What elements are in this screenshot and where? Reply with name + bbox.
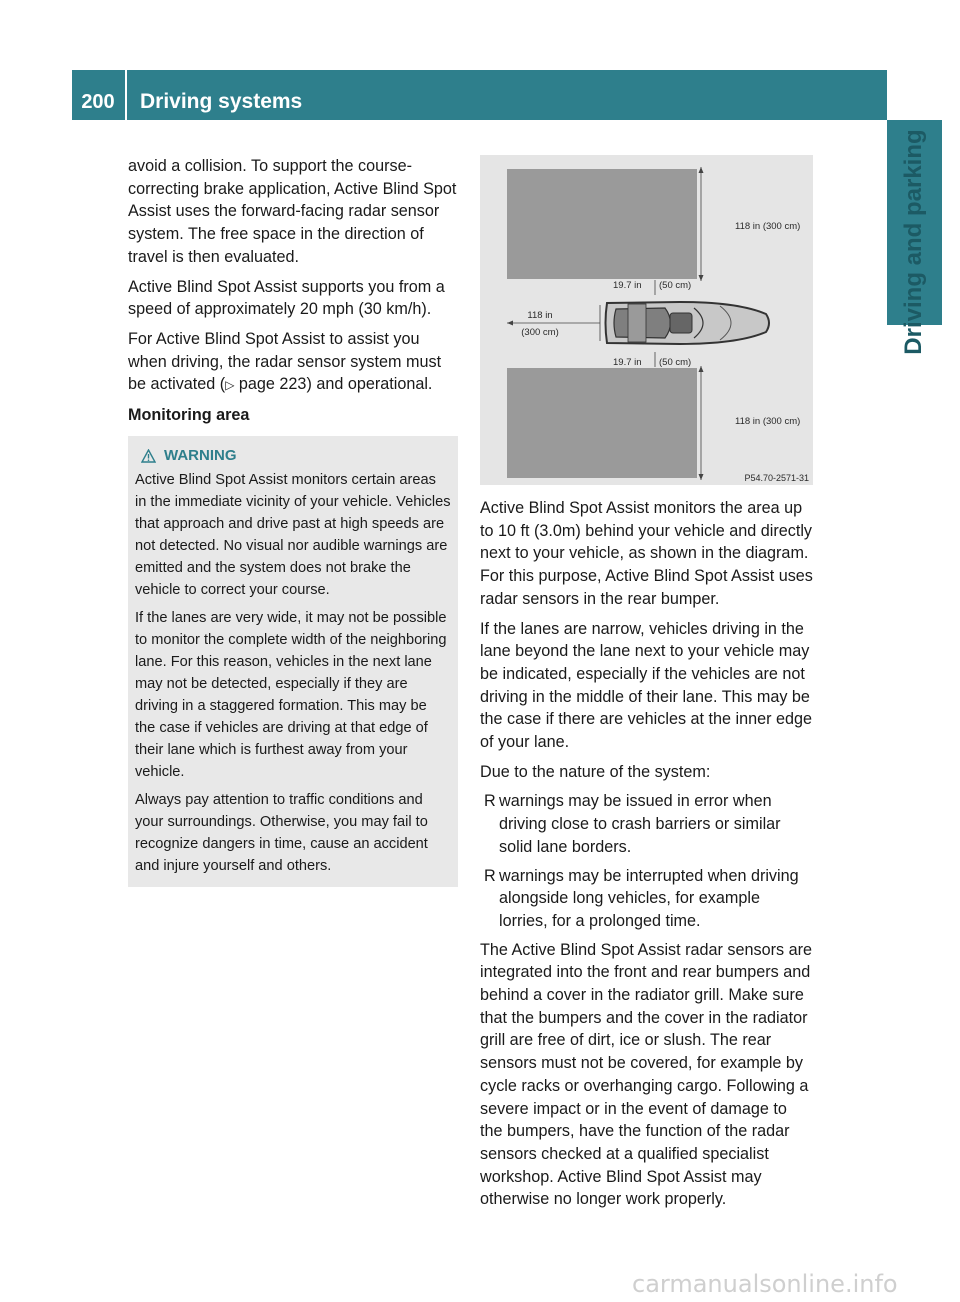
- bullet-icon: R: [484, 792, 496, 811]
- label-rear-in: 118 in: [527, 310, 553, 321]
- activation-text-before: For Active Blind Spot Assist to assist you when driving, the radar sensor system must be activated (: [128, 329, 442, 394]
- speed-paragraph: Active Blind Spot Assist supports you from a speed of approximately 20 mph (30 km/h).: [128, 277, 445, 319]
- blind-spot-zone-top: [507, 169, 697, 279]
- warning-box: [128, 436, 458, 887]
- list-item-text: warnings may be issued in error when driving close to crash barriers or similar solid lane borders.: [499, 792, 781, 856]
- activation-paragraph: [128, 328, 458, 397]
- monitoring-area-diagram: [480, 155, 813, 485]
- limitations-list: [480, 790, 813, 932]
- label-top-length: 118 in (300 cm): [735, 221, 801, 232]
- monitoring-area-heading: Monitoring area: [128, 406, 250, 425]
- list-item: [480, 790, 813, 858]
- label-top-width-in: 19.7 in: [613, 280, 642, 291]
- header-separator: [125, 70, 127, 120]
- list-item-text: warnings may be interrupted when driving alongside long vehicles, for example lorries, for a prolonged time.: [499, 866, 799, 930]
- monitoring-paragraph: Active Blind Spot Assist monitors the area up to 10 ft (3.0m) behind your vehicle and directly next to your vehicle, as shown in the diagram. For this purpose, Active Blind Spot Assist uses radar sensors in the rear bumper.: [480, 499, 813, 608]
- watermark: carmanualsonline.info: [632, 1270, 898, 1298]
- figure-reference: P54.70-2571-31: [744, 473, 809, 483]
- car-top-view-icon: [606, 302, 770, 344]
- label-rear-cm: (300 cm): [521, 327, 559, 338]
- warning-paragraph: Always pay attention to traffic conditions and your surroundings. Otherwise, you may fail to recognize dangers in time, cause an accident and injure yourself and others.: [135, 791, 428, 874]
- sensors-paragraph: The Active Blind Spot Assist radar sensors are integrated into the front and rear bumpers and behind a cover in the radiator grill. Make sure that the bumpers and the cover in the radiator grill are free of dirt, ice or slush. The rear sensors must not be covered, for example by cycle racks or overhanging cargo. Following a severe impact or in the event of damage to the bumpers, have the function of the radar sensors checked at a qualified specialist workshop. Active Blind Spot Assist may otherwise no longer work properly.: [480, 940, 813, 1209]
- page-ref-arrow-icon: ▷: [225, 378, 235, 393]
- intro-paragraph: avoid a collision. To support the course-correcting brake application, Active Blind Spot Assist uses the forward-facing radar sensor system. The free space in the direction of travel is then evaluated.: [128, 157, 457, 266]
- right-column: [480, 497, 813, 1218]
- page-number: 200: [81, 91, 115, 113]
- list-item: [480, 865, 813, 933]
- activation-text-after: ) and operational.: [306, 375, 433, 394]
- bullet-icon: R: [484, 866, 496, 885]
- narrow-lanes-paragraph: If the lanes are narrow, vehicles driving in the lane beyond the lane next to your vehicle may be indicated, especially if the vehicles are not driving in the middle of their lane. This may be the case if there are vehicles at the inner edge of your lane.: [480, 619, 813, 752]
- warning-paragraph: If the lanes are very wide, it may not be possible to monitor the complete width of the neighboring lane. For this reason, vehicles in the next lane may not be detected, especially if they are driving in a staggered formation. This may be the case if vehicles are driving at that edge of their lane which is furthest away from your vehicle.: [135, 609, 447, 780]
- section-side-label: Driving and parking: [900, 129, 927, 355]
- page-title: Driving systems: [140, 90, 303, 113]
- warning-paragraph: Active Blind Spot Assist monitors certain areas in the immediate vicinity of your vehicle. Vehicles that approach and drive past at high speeds are not detected. No visual nor audible warnings are emitted and the system does not brake the vehicle to correct your course.: [135, 471, 451, 598]
- warning-title: WARNING: [164, 446, 237, 464]
- label-top-width-cm: (50 cm): [659, 280, 692, 291]
- warning-heading: [135, 445, 451, 467]
- blind-spot-zone-bottom: [507, 368, 697, 478]
- label-bottom-width-in: 19.7 in: [613, 357, 642, 368]
- system-nature-paragraph: Due to the nature of the system:: [480, 762, 711, 781]
- warning-triangle-icon: [141, 449, 156, 463]
- left-column: [128, 155, 458, 887]
- label-bottom-length: 118 in (300 cm): [735, 416, 801, 427]
- page-reference-link[interactable]: page 223: [234, 375, 307, 394]
- label-bottom-width-cm: (50 cm): [659, 357, 692, 368]
